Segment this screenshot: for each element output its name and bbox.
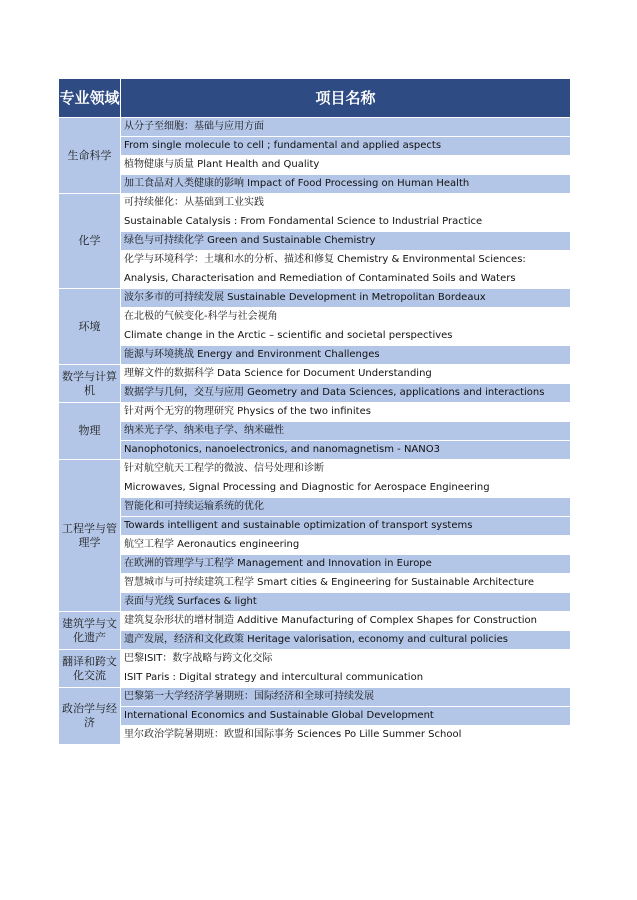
- project-item: 能源与环境挑战 Energy and Environment Challenges: [121, 346, 571, 365]
- table-row: [59, 612, 571, 631]
- project-item: Climate change in the Arctic – scientific and societal perspectives: [121, 327, 571, 346]
- table-row: [59, 213, 571, 232]
- project-item: 针对航空航天工程学的微波、信号处理和诊断: [121, 460, 571, 479]
- table-row: [59, 194, 571, 213]
- project-item: Analysis, Characterisation and Remediation of Contaminated Soils and Waters: [121, 270, 571, 289]
- project-item: 从分子至细胞：基础与应用方面: [121, 118, 571, 137]
- project-item: Nanophotonics, nanoelectronics, and nanomagnetism - NANO3: [121, 441, 571, 460]
- project-item: 针对两个无穷的物理研究 Physics of the two infinites: [121, 403, 571, 422]
- table-row: [59, 441, 571, 460]
- table-row: [59, 327, 571, 346]
- project-item: ISIT Paris : Digital strategy and intercultural communication: [121, 669, 571, 688]
- table-row: [59, 555, 571, 574]
- table-row: [59, 631, 571, 650]
- table-row: [59, 498, 571, 517]
- table-row: [59, 707, 571, 726]
- project-item: 化学与环境科学：土壤和水的分析、描述和修复 Chemistry & Environmental Sciences:: [121, 251, 571, 270]
- table-row: [59, 346, 571, 365]
- table-row: [59, 175, 571, 194]
- project-item: From single molecule to cell ; fundamental and applied aspects: [121, 137, 571, 156]
- table-row: [59, 593, 571, 612]
- project-item: 纳米光子学、纳米电子学、纳米磁性: [121, 422, 571, 441]
- project-item: 植物健康与质量 Plant Health and Quality: [121, 156, 571, 175]
- table-row: [59, 156, 571, 175]
- table-row: [59, 460, 571, 479]
- table-row: [59, 574, 571, 593]
- table-row: [59, 536, 571, 555]
- header-project: 项目名称: [121, 79, 571, 118]
- project-item: Microwaves, Signal Processing and Diagnostic for Aerospace Engineering: [121, 479, 571, 498]
- project-item: 智能化和可持续运输系统的优化: [121, 498, 571, 517]
- table-body: [59, 118, 571, 745]
- project-item: 表面与光线 Surfaces & light: [121, 593, 571, 612]
- program-table: [58, 78, 571, 745]
- table-row: [59, 289, 571, 308]
- field-cell: 生命科学: [59, 118, 121, 194]
- table-row: [59, 137, 571, 156]
- table-row: [59, 422, 571, 441]
- field-cell: 数学与计算机: [59, 365, 121, 403]
- table-row: [59, 688, 571, 707]
- header-field: 专业领域: [59, 79, 121, 118]
- field-cell: 环境: [59, 289, 121, 365]
- field-cell: 政治学与经济: [59, 688, 121, 745]
- table-row: [59, 650, 571, 669]
- project-item: 遗产发展，经济和文化政策 Heritage valorisation, economy and cultural policies: [121, 631, 571, 650]
- project-item: Sustainable Catalysis : From Fondamental Science to Industrial Practice: [121, 213, 571, 232]
- table-header-row: [59, 79, 571, 118]
- field-cell: 建筑学与文化遗产: [59, 612, 121, 650]
- project-item: 波尔多市的可持续发展 Sustainable Development in Metropolitan Bordeaux: [121, 289, 571, 308]
- table-row: [59, 517, 571, 536]
- project-item: Towards intelligent and sustainable optimization of transport systems: [121, 517, 571, 536]
- project-item: 数据学与几何，交互与应用 Geometry and Data Sciences, applications and interactions: [121, 384, 571, 403]
- project-item: 里尔政治学院暑期班：欧盟和国际事务 Sciences Po Lille Summer School: [121, 726, 571, 745]
- table-row: [59, 270, 571, 289]
- field-cell: 化学: [59, 194, 121, 289]
- project-item: International Economics and Sustainable Global Development: [121, 707, 571, 726]
- table-row: [59, 669, 571, 688]
- table-row: [59, 251, 571, 270]
- project-item: 理解文件的数据科学 Data Science for Document Understanding: [121, 365, 571, 384]
- table-row: [59, 726, 571, 745]
- table-row: [59, 384, 571, 403]
- project-item: 在欧洲的管理学与工程学 Management and Innovation in Europe: [121, 555, 571, 574]
- table-row: [59, 232, 571, 251]
- project-item: 在北极的气候变化-科学与社会视角: [121, 308, 571, 327]
- field-cell: 物理: [59, 403, 121, 460]
- project-item: 建筑复杂形状的增材制造 Additive Manufacturing of Complex Shapes for Construction: [121, 612, 571, 631]
- project-item: 航空工程学 Aeronautics engineering: [121, 536, 571, 555]
- project-item: 可持续催化：从基础到工业实践: [121, 194, 571, 213]
- project-item: 绿色与可持续化学 Green and Sustainable Chemistry: [121, 232, 571, 251]
- project-item: 智慧城市与可持续建筑工程学 Smart cities & Engineering for Sustainable Architecture: [121, 574, 571, 593]
- table-row: [59, 308, 571, 327]
- project-item: 加工食品对人类健康的影响 Impact of Food Processing on Human Health: [121, 175, 571, 194]
- project-item: 巴黎第一大学经济学暑期班：国际经济和全球可持续发展: [121, 688, 571, 707]
- table-row: [59, 479, 571, 498]
- table-row: [59, 118, 571, 137]
- project-item: 巴黎ISIT：数字战略与跨文化交际: [121, 650, 571, 669]
- field-cell: 工程学与管理学: [59, 460, 121, 612]
- table-row: [59, 365, 571, 384]
- table-row: [59, 403, 571, 422]
- field-cell: 翻译和跨文化交流: [59, 650, 121, 688]
